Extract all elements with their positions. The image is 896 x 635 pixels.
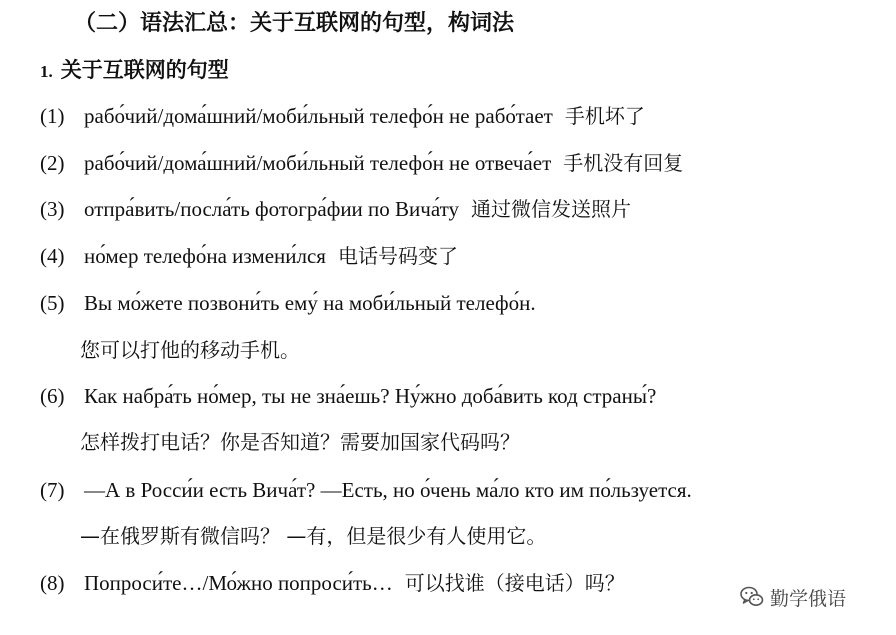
sentence-item	[40, 196, 631, 222]
sentence-item	[40, 290, 536, 316]
sentence-item	[40, 383, 656, 409]
russian-text: рабо́чий/дома́шний/моби́льный телефо́н не отвеча́ет	[84, 151, 552, 175]
chinese-translation: 通过微信发送照片	[471, 197, 632, 221]
item-number: (1)	[40, 104, 65, 128]
sentence-item	[40, 477, 692, 503]
russian-text: Попроси́те…/Мо́жно попроси́ть…	[84, 571, 393, 595]
item-number: (8)	[40, 571, 65, 595]
watermark	[740, 585, 846, 609]
subsection-text: 关于互联网的句型	[60, 58, 229, 82]
russian-text: отпра́вить/посла́ть фотогра́фии по Вича́ту	[84, 197, 460, 221]
sentence-item	[40, 150, 683, 176]
chinese-translation: 手机坏了	[564, 104, 645, 128]
section-title: （二）语法汇总：关于互联网的句型，构词法	[74, 11, 515, 36]
sentence-item	[40, 243, 458, 269]
watermark-text: 勤学俄语	[770, 587, 847, 610]
russian-text: Как набра́ть но́мер, ты не зна́ешь? Ну́жно доба́вить код страны́?	[84, 384, 657, 408]
item-number: (3)	[40, 197, 65, 221]
item-number: (4)	[40, 244, 65, 268]
sentence-item	[40, 103, 645, 129]
chinese-translation-line: 您可以打他的移动手机。	[80, 338, 300, 362]
russian-text: —А в Росси́и есть Вича́т? —Есть, но о́чень ма́ло кто им по́льзуется.	[84, 478, 692, 502]
russian-text: но́мер телефо́на измени́лся	[84, 244, 326, 268]
chinese-translation: 可以找谁（接电话）吗？	[404, 571, 625, 595]
sentence-item	[40, 570, 625, 596]
item-number: (2)	[40, 151, 65, 175]
chinese-translation: 电话号码变了	[337, 244, 458, 268]
item-number: (6)	[40, 384, 65, 408]
item-number: (7)	[40, 478, 65, 502]
wechat-icon	[740, 586, 764, 608]
subsection-number: 1.	[40, 62, 53, 81]
chinese-translation-line: 怎样拨打电话？你是否知道？需要加国家代码吗？	[80, 430, 520, 454]
chinese-translation-line: —在俄罗斯有微信吗？ —有，但是很少有人使用它。	[80, 524, 547, 548]
item-number: (5)	[40, 291, 65, 315]
chinese-translation: 手机没有回复	[563, 151, 684, 175]
russian-text: Вы мо́жете позвони́ть ему́ на моби́льный телефо́н.	[84, 291, 536, 315]
subsection-title	[40, 54, 229, 84]
russian-text: рабо́чий/дома́шний/моби́льный телефо́н не рабо́тает	[84, 104, 553, 128]
